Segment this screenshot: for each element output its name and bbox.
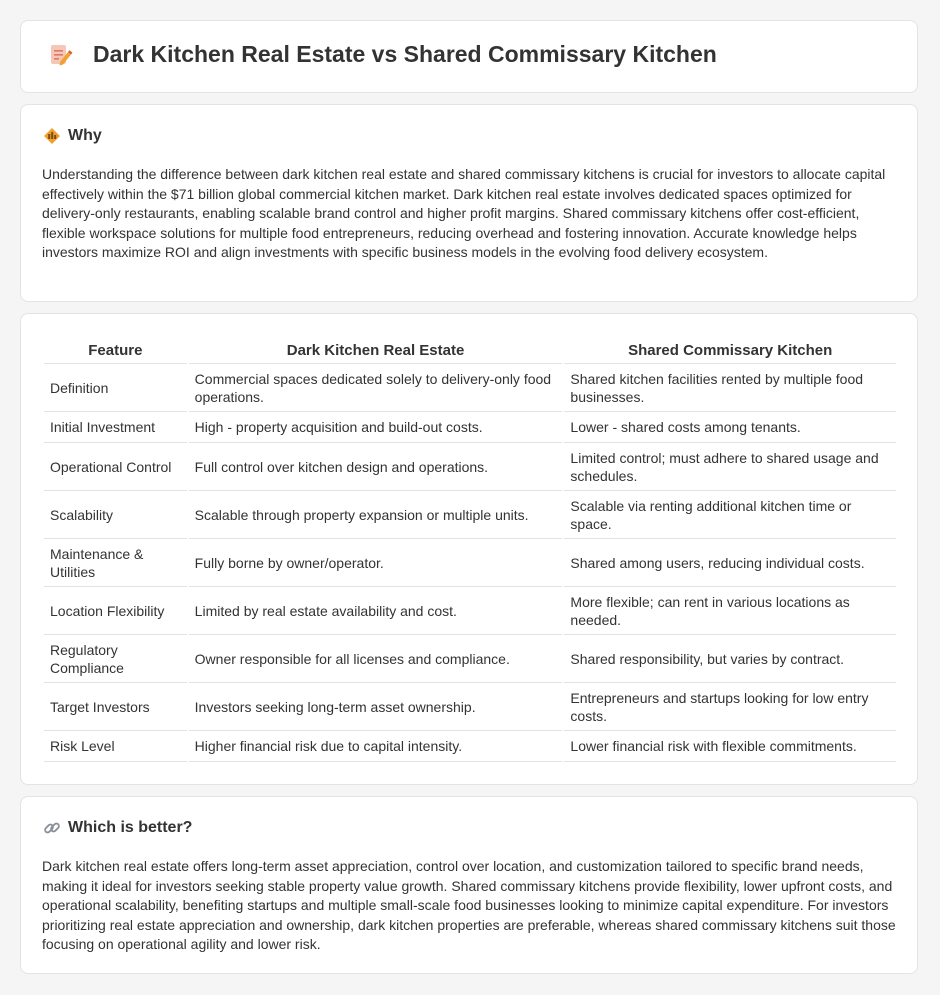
table-row xyxy=(44,443,896,491)
shared-commissary-cell: Scalable via renting additional kitchen time or space. xyxy=(564,491,896,539)
shared-commissary-cell: Shared responsibility, but varies by contract. xyxy=(564,635,896,683)
feature-cell: Scalability xyxy=(44,491,187,539)
better-heading: Which is better? xyxy=(68,819,193,836)
dark-kitchen-cell: Higher financial risk due to capital intensity. xyxy=(189,731,563,762)
table-row xyxy=(44,412,896,443)
table-row xyxy=(44,491,896,539)
shared-commissary-cell: More flexible; can rent in various locations as needed. xyxy=(564,587,896,635)
better-header xyxy=(43,819,192,837)
dark-kitchen-cell: High - property acquisition and build-out costs. xyxy=(189,412,563,443)
title-card xyxy=(20,20,918,93)
better-text: Dark kitchen real estate offers long-term asset appreciation, control over location, and customization tailored to specific brand needs, making it ideal for investors seeking stable property value growth. Shared commissary kitchens provide flexibility, lower upfront costs, and operational scalability, benefiting startups and multiple small-scale food businesses looking to minimize capital expenditure. For investors prioritizing real estate appreciation and ownership, dark kitchen properties are preferable, whereas shared commissary kitchens suit those focusing on operational agility and lower risk. xyxy=(42,858,896,953)
header-feature: Feature xyxy=(44,333,187,364)
table-row xyxy=(44,731,896,762)
feature-cell: Risk Level xyxy=(44,731,187,762)
feature-cell: Initial Investment xyxy=(44,412,187,443)
why-heading: Why xyxy=(68,127,102,144)
feature-cell: Operational Control xyxy=(44,443,187,491)
shared-commissary-cell: Lower - shared costs among tenants. xyxy=(564,412,896,443)
pencil-note-icon xyxy=(47,42,73,68)
why-header xyxy=(43,127,102,145)
page-title: Dark Kitchen Real Estate vs Shared Commissary Kitchen xyxy=(93,41,717,67)
why-text: Understanding the difference between dark kitchen real estate and shared commissary kitchens is crucial for investors to allocate capital effectively within the $71 billion global commercial kitchen market. Dark kitchen real estate involves dedicated spaces optimized for delivery-only restaurants, enabling scalable brand control and higher profit margins. Shared commissary kitchens offer cost-efficient, flexible workspace solutions for multiple food entrepreneurs, reducing overhead and fostering innovation. Accurate knowledge helps investors maximize ROI and align investments with specific business models in the evolving food delivery ecosystem. xyxy=(42,166,886,261)
diamond-signal-icon xyxy=(43,127,61,145)
table-row xyxy=(44,539,896,587)
feature-cell: Maintenance & Utilities xyxy=(44,539,187,587)
feature-cell: Location Flexibility xyxy=(44,587,187,635)
header-dark-kitchen: Dark Kitchen Real Estate xyxy=(189,333,563,364)
table-row xyxy=(44,635,896,683)
shared-commissary-cell: Limited control; must adhere to shared usage and schedules. xyxy=(564,443,896,491)
table-row xyxy=(44,587,896,635)
feature-cell: Regulatory Compliance xyxy=(44,635,187,683)
shared-commissary-cell: Shared among users, reducing individual costs. xyxy=(564,539,896,587)
dark-kitchen-cell: Fully borne by owner/operator. xyxy=(189,539,563,587)
shared-commissary-cell: Entrepreneurs and startups looking for low entry costs. xyxy=(564,683,896,731)
title-row xyxy=(47,41,717,68)
comparison-table xyxy=(42,333,898,762)
dark-kitchen-cell: Limited by real estate availability and cost. xyxy=(189,587,563,635)
header-shared-commissary: Shared Commissary Kitchen xyxy=(564,333,896,364)
dark-kitchen-cell: Owner responsible for all licenses and compliance. xyxy=(189,635,563,683)
comparison-section xyxy=(20,313,918,785)
shared-commissary-cell: Lower financial risk with flexible commitments. xyxy=(564,731,896,762)
link-icon xyxy=(43,819,61,837)
which-is-better-section xyxy=(20,796,918,974)
dark-kitchen-cell: Commercial spaces dedicated solely to delivery-only food operations. xyxy=(189,364,563,412)
table-row xyxy=(44,364,896,412)
table-row xyxy=(44,683,896,731)
why-section xyxy=(20,104,918,302)
dark-kitchen-cell: Investors seeking long-term asset ownership. xyxy=(189,683,563,731)
dark-kitchen-cell: Full control over kitchen design and operations. xyxy=(189,443,563,491)
feature-cell: Target Investors xyxy=(44,683,187,731)
shared-commissary-cell: Shared kitchen facilities rented by multiple food businesses. xyxy=(564,364,896,412)
feature-cell: Definition xyxy=(44,364,187,412)
dark-kitchen-cell: Scalable through property expansion or multiple units. xyxy=(189,491,563,539)
table-header-row xyxy=(44,333,896,364)
